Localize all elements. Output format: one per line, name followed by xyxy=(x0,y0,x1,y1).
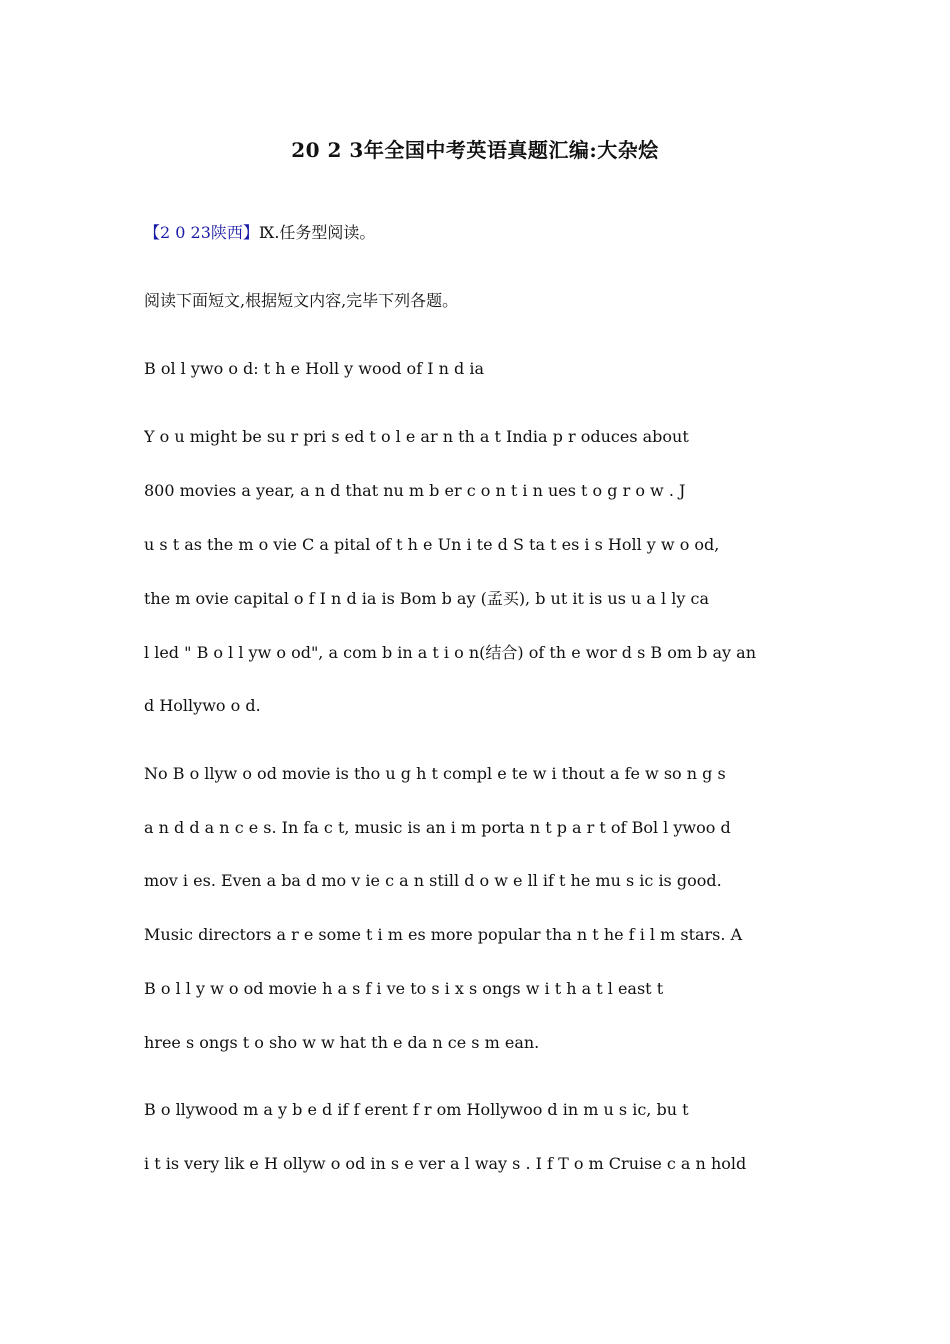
paragraph-1-line-1: Y o u might be su r pri s ed t o l e ar n th a t India p r oduces about xyxy=(144,427,689,446)
section-label: Ⅸ.任务型阅读。 xyxy=(258,223,376,242)
paragraph-3-line-1: B o llywood m a y b e d if f erent f r om Hollywoo d in m u s ic, bu t xyxy=(144,1100,689,1119)
instruction-text: 阅读下面短文,根据短文内容,完毕下列各题。 xyxy=(144,291,459,310)
paragraph-2-line-2: a n d d a n c e s. In fa c t, music is an i m porta n t p a r t of Bol l ywoo d xyxy=(144,818,731,837)
paragraph-2-line-3: mov i es. Even a ba d mo v ie c a n still d o w e ll if t he mu s ic is good. xyxy=(144,871,722,890)
source-tag: 【2 0 23陕西】 xyxy=(144,223,259,242)
paragraph-2-line-6: hree s ongs t o sho w w hat th e da n ce s m ean. xyxy=(144,1033,540,1052)
paragraph-3-line-2: i t is very lik e H ollyw o od in s e ver a l way s . I f T o m Cruise c a n hold xyxy=(144,1154,747,1173)
paragraph-2-line-4: Music directors a r e some t i m es more popular tha n t he f i l m stars. A xyxy=(144,925,743,944)
paragraph-1-line-4: the m ovie capital o f I n d ia is Bom b ay (孟买), b ut it is us u a l ly ca xyxy=(144,589,709,608)
section-heading xyxy=(144,222,824,244)
page-title: 20 2 3年全国中考英语真题汇编:大杂烩 xyxy=(291,138,659,162)
paragraph-1-line-2: 800 movies a year, a n d that nu m b er c o n t i n ues t o g r o w . J xyxy=(144,481,686,500)
paragraph-2-line-5: B o l l y w o od movie h a s f i ve to s i x s ongs w i t h a t l east t xyxy=(144,979,664,998)
paragraph-1-line-6: d Hollywo o d. xyxy=(144,696,261,715)
article-title: B ol l ywo o d: t h e Holl y wood of I n d ia xyxy=(144,359,484,378)
paragraph-2-line-1: No B o llyw o od movie is tho u g h t compl e te w i thout a fe w so n g s xyxy=(144,764,726,783)
paragraph-1-line-3: u s t as the m o vie C a pital of t h e Un i te d S ta t es i s Holl y w o od, xyxy=(144,535,720,554)
paragraph-1-line-5: l led " B o l l yw o od", a com b in a t i o n(结合) of th e wor d s B om b ay an xyxy=(144,643,757,662)
